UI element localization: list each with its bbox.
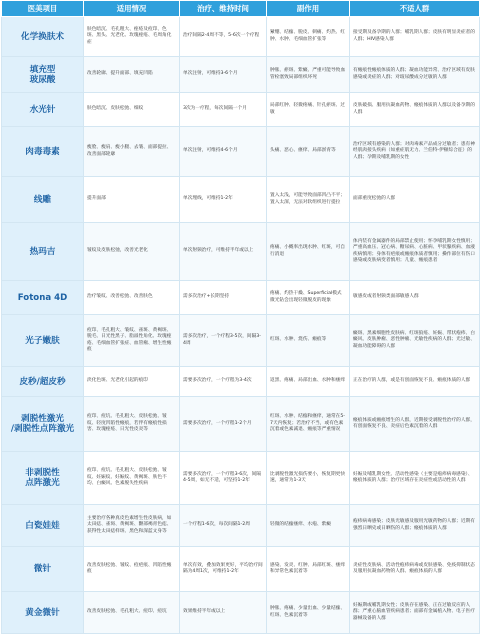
procedure-name: 水光针 [2, 93, 84, 127]
unsuitable-cell: 正在治疗的人群，或是有创面恢复不良、瘢痕体质的人群 [350, 367, 480, 397]
unsuitable-cell: 皮肤破损、服用抗凝血药物、瘢痕体质的人群以及备孕期的人群 [350, 93, 480, 127]
table-row [2, 367, 480, 397]
duration-cell: 需要多次治疗，一个疗程为3-4次 [180, 367, 267, 397]
procedure-name: 非剥脱性 点阵激光 [2, 452, 84, 505]
procedure-name: 黄金微针 [2, 592, 84, 634]
header-project: 医美项目 [2, 1, 84, 17]
suitable-cell: 改善皮肤松弛、皱纹、痘疤痕、凹陷性瘢痕 [84, 547, 180, 592]
unsuitable-cell: 妊娠及哺乳期女性、活动性感染（主要是疱疹病毒感染）、瘢痕体质的人群；治疗区域存在炎症性或活动性的人群 [350, 452, 480, 505]
suitable-cell: 痘印、毛孔粗大、皱纹、雀斑、黄褐斑、脱毛、日光性黑子、脂溢性角化、玫瑰痤疮、毛细血管扩张症、血管瘤、增生性瘢痕 [84, 315, 180, 367]
suitable-cell: 淡化色斑、光老化引起的痕印 [84, 367, 180, 397]
unsuitable-cell: 治疗区域有感染的人群；对肉毒素产品成分过敏者；患有神经肌肉接头疾病（如重症肌无力、兰伯特-伊顿综合征）的人群；孕期及哺乳期的女性 [350, 127, 480, 177]
procedure-name: 填充型 玻尿酸 [2, 57, 84, 93]
side-effects-cell: 肿胀、疼痛、少量出血、少量结痂、红斑、色素沉着等 [267, 592, 350, 634]
side-effects-cell: 疼痛、灼热干燥、Superficial模式微光钻会出现轻微脱皮的现象 [267, 281, 350, 315]
header-side-effects: 副作用 [267, 1, 350, 17]
side-effects-cell: 比剥脱性激光损伤要小，恢复期更快速，通常为1-3天 [267, 452, 350, 505]
table-row [2, 281, 480, 315]
table-row [2, 223, 480, 281]
table-row [2, 315, 480, 367]
side-effects-cell: 返黑、疼痛、局部出血、水肿和瘙痒 [267, 367, 350, 397]
unsuitable-cell: 体内装有金属器件的局部禁止使用；怀孕哺乳期女性慎用；严重高血压、冠心病、糖尿病、心脏病、甲状腺疾病、血液疾病慎用；身体有疤痕或瘢痕体质者慎用；操作部位有伤口感染或皮肤病变者慎用；儿童、瘢痕患者 [350, 223, 480, 281]
suitable-cell: 主要治疗各种真皮色素增生性皮肤病，如太田痣、雀斑、黄褐斑、颧部褐青色痣、获得性太田痣样斑、黑色和深蓝文身等 [84, 505, 180, 547]
unsuitable-cell: 瘢痕体质或瘢痕增生的人群，近期接受剥脱性治疗的人群，有创面恢复不良、炎症后色素沉着的人群 [350, 397, 480, 452]
duration-cell: 需要多次治疗，一个疗程1-2个月 [180, 397, 267, 452]
suitable-cell: 痘印、痘坑、毛孔粗大、皮肤松弛、皱纹、轻度凹陷性瘢痕，若伴有瘢痕性损害、玫瑰痤疮、日光性皮炎等 [84, 397, 180, 452]
unsuitable-cell: 疱疹病毒感染；皮肤光敏感及服用光敏药物的人群；近期有强烈日晒史或日晒伤的人群；瘢痕体质的人群 [350, 505, 480, 547]
procedure-name: 化学换肤术 [2, 17, 84, 57]
suitable-cell: 改善皮肤松弛、毛孔粗大、痘印、痘坑 [84, 592, 180, 634]
suitable-cell: 皱纹及皮肤松弛，改善光老化 [84, 223, 180, 281]
aesthetic-procedures-table [1, 0, 480, 634]
duration-cell: 3次为一疗程，每次间隔一个月 [180, 93, 267, 127]
unsuitable-cell: 炎症性皮肤病、活动性疱疹病毒或皮肤感染、免疫抑制状态及服用抗凝血药物的人群、瘢痕体质的人群 [350, 547, 480, 592]
unsuitable-cell: 面部重度松弛的人群 [350, 177, 480, 223]
procedure-name: 皮秒/超皮秒 [2, 367, 84, 397]
procedure-name: 光子嫩肤 [2, 315, 84, 367]
suitable-cell: 肤色暗沉、皮肤松弛、细纹 [84, 93, 180, 127]
unsuitable-cell: 妊娠期或哺乳期女性；皮肤存在感染、正在过敏反应的人群；严重心脑血管疾病患者；面部有金属植入物、电子医疗器械设备的人群 [350, 592, 480, 634]
suitable-cell: 改善轮廓、提升面部、填充凹陷 [84, 57, 180, 93]
duration-cell: 单次注射，可维持4-6个月 [180, 127, 267, 177]
procedure-name: 线雕 [2, 177, 84, 223]
unsuitable-cell: 接受期及备孕期的人群；哺乳期人群；皮肤有明显炎症者的人群；HIV感染人群 [350, 17, 480, 57]
table-row [2, 17, 480, 57]
table-row [2, 592, 480, 634]
side-effects-cell: 头痛、恶心、瘙痒、局部淤青等 [267, 127, 350, 177]
unsuitable-cell: 有瘢痕性瘢痕体质的人群；凝血功能异常、治疗区域有皮肤感染或炎症的人群；对玻尿酸成分过敏的人群 [350, 57, 480, 93]
table-row [2, 547, 480, 592]
duration-cell: 需多次治疗+长期坚持 [180, 281, 267, 315]
procedure-name: 微针 [2, 547, 84, 592]
duration-cell: 单次有效，叠加效果更好，平均治疗间隔为4周1次，可维持1-2年 [180, 547, 267, 592]
procedure-name: 白瓷娃娃 [2, 505, 84, 547]
unsuitable-cell: 癜斑、黑素细胞性皮肤病、红斑狼疮、妊娠、带状疱疹、白癜风、皮肤肿瘤、恶性肿瘤、光敏性疾病的人群；光过敏、凝血功能障碍的人群 [350, 315, 480, 367]
table-header-row [2, 1, 480, 17]
side-effects-cell: 感染、发炎、红肿、局部红斑、瘙痒和异常色素沉着等 [267, 547, 350, 592]
side-effects-cell: 紧绷、结痂、脱皮、刺痛、灼热、红肿、水肿、毛细血管扩张等 [267, 17, 350, 57]
suitable-cell: 痘印、痘坑、毛孔粗大、皮肤松弛、皱纹、妊娠纹、妊娠纹、黄褐斑、肤色不均、白癜风、色素脱失性疾病 [84, 452, 180, 505]
table-row [2, 452, 480, 505]
side-effects-cell: 轻微的结痂瘙痒、水疱、紫癜 [267, 505, 350, 547]
duration-cell: 需多次治疗，一个疗程3-5次，间隔3-4周 [180, 315, 267, 367]
table-row [2, 57, 480, 93]
side-effects-cell: 疼痛、小概率出现水肿、红斑，可自行消退 [267, 223, 350, 281]
suitable-cell: 提升面部 [84, 177, 180, 223]
table-row [2, 127, 480, 177]
duration-cell: 需要多次治疗，一个疗程3-6次，间隔4-5周，如无不适，可坚持1-2年 [180, 452, 267, 505]
header-unsuitable: 不适人群 [350, 1, 480, 17]
side-effects-cell: 红斑、水肿、烧伤、瘢痕等 [267, 315, 350, 367]
table-row [2, 177, 480, 223]
duration-cell: 单次埋线，可维持1-2年 [180, 177, 267, 223]
table-row [2, 93, 480, 127]
procedure-name: 剥脱性激光 /剥脱性点阵激光 [2, 397, 84, 452]
duration-cell: 单次射频治疗，可维持半年或以上 [180, 223, 267, 281]
suitable-cell: 瘦脸、瘦肩、瘦小腿、去皱、面部提拉、改善面部轮廓 [84, 127, 180, 177]
table-row [2, 505, 480, 547]
procedure-name: 热玛吉 [2, 223, 84, 281]
suitable-cell: 肤色暗沉、毛孔粗大、痤疮及痘印、色斑、黑头、光老化、玫瑰痤疮、毛周角化症 [84, 17, 180, 57]
side-effects-cell: 红斑、水肿、结痂和瘙痒，通常在5-7天内恢复；若治疗不当，或有色素沉着或色素减退、瘢痕等严重情况 [267, 397, 350, 452]
suitable-cell: 治疗皱纹、改善松弛、改善肤色 [84, 281, 180, 315]
duration-cell: 治疗间隔2-4周不等，5-6次一个疗程 [180, 17, 267, 57]
duration-cell: 一个疗程1-6次，每次间隔1-2周 [180, 505, 267, 547]
procedure-name: 肉毒毒素 [2, 127, 84, 177]
header-duration: 治疗、维持时间 [180, 1, 267, 17]
header-suitable: 适用情况 [84, 1, 180, 17]
table-row [2, 397, 480, 452]
unsuitable-cell: 敏感皮或者射频类面部敏感人群 [350, 281, 480, 315]
procedure-name: Fotona 4D [2, 281, 84, 315]
duration-cell: 效果维持半年或以上 [180, 592, 267, 634]
duration-cell: 单次注射，可维持3-6个月 [180, 57, 267, 93]
side-effects-cell: 局部红肿、轻微疼痛、针孔瘀斑、过敏 [267, 93, 350, 127]
side-effects-cell: 肿胀、瘀斑、紫癜、严重可能导致血管栓塞致局部组织坏死 [267, 57, 350, 93]
side-effects-cell: 置入太浅，可能导致面部凹凸不平；置入太深，无法对软组织进行提拉 [267, 177, 350, 223]
